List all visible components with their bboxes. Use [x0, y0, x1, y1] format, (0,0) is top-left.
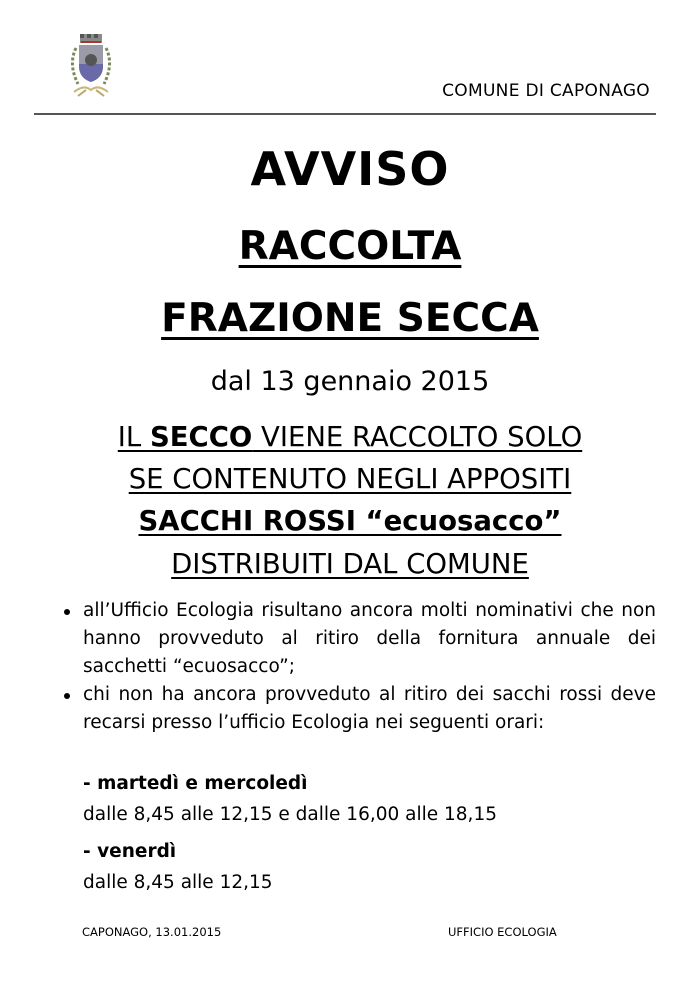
- municipal-coat-of-arms-icon: [64, 32, 118, 102]
- footer-office: UFFICIO ECOLOGIA: [448, 925, 557, 939]
- schedule-hours-tue-wed: dalle 8,45 alle 12,15 e dalle 16,00 alle 18,15: [83, 804, 497, 825]
- bullet-text: all’Ufficio Ecologia risultano ancora molti nominativi che non hanno provveduto al ritiro della fornitura annuale dei sacchetti “ecuosacco”;: [83, 600, 656, 677]
- notice-line-3: [0, 505, 700, 537]
- bullet-icon: [64, 693, 70, 699]
- notice-line-2-text: SE CONTENUTO NEGLI APPOSITI: [128, 463, 572, 495]
- bullet-text: chi non ha ancora provveduto al ritiro dei sacchi rossi deve recarsi presso l’ufficio Ecologia nei seguenti orari:: [83, 684, 656, 733]
- emphasis-secco: SECCO: [149, 421, 253, 453]
- schedule-hours-fri: dalle 8,45 alle 12,15: [83, 872, 273, 893]
- effective-date: dal 13 gennaio 2015: [210, 366, 490, 397]
- notice-heading-line2: [0, 296, 700, 341]
- notice-line-1: [0, 421, 700, 453]
- notice-line-4: [0, 548, 700, 580]
- text-prefix: IL: [117, 421, 150, 453]
- schedule-days-tue-wed: - martedì e mercoledì: [83, 773, 308, 794]
- notice-line-4-text: DISTRIBUITI DAL COMUNE: [171, 548, 529, 580]
- schedule-days-fri: - venerdì: [83, 841, 177, 862]
- notice-heading-line1: [0, 224, 700, 269]
- municipality-name: COMUNE DI CAPONAGO: [442, 81, 650, 101]
- bullet-icon: [64, 609, 70, 615]
- heading-text: RACCOLTA: [238, 224, 462, 269]
- red-bags-emphasis: SACCHI ROSSI “ecuosacco”: [138, 505, 562, 537]
- header-divider: [34, 113, 656, 115]
- notice-title: AVVISO: [250, 142, 450, 196]
- heading-text: FRAZIONE SECCA: [161, 296, 539, 341]
- notice-line-2: [0, 463, 700, 495]
- text-suffix: VIENE RACCOLTO SOLO: [252, 421, 583, 453]
- bullet-item: [62, 681, 656, 737]
- footer-place-date: CAPONAGO, 13.01.2015: [82, 925, 222, 939]
- bullet-item: [62, 597, 656, 681]
- notice-line-1-text: [118, 421, 582, 453]
- bullet-list: [62, 597, 656, 737]
